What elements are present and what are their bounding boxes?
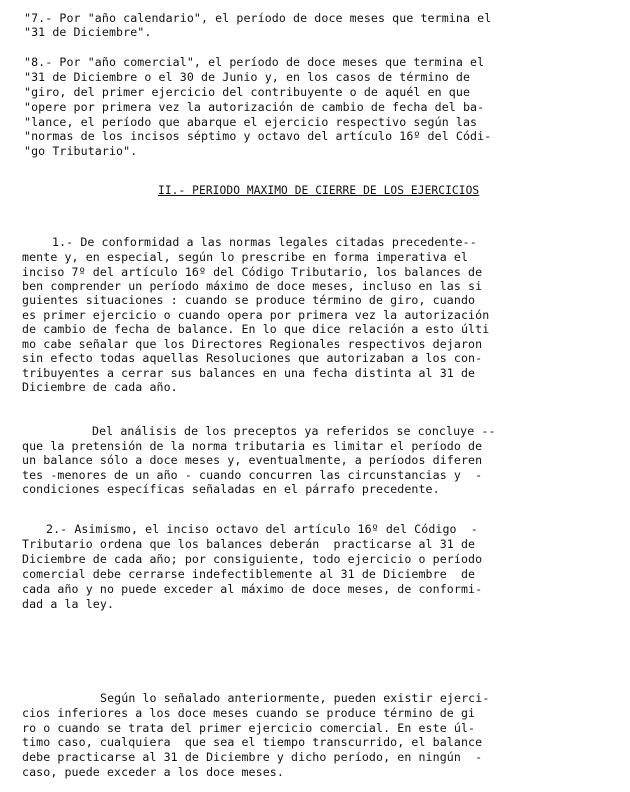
para3-line-6: dad a la ley. [22,597,115,611]
section-heading: II.- PERIODO MAXIMO DE CIERRE DE LOS EJERCICIOS [158,184,480,197]
para2-line-3: un balance sólo a doce meses y, eventualmente, a períodos diferen [22,453,483,467]
item7-line-1: "7.- Por "año calendario", el período de doce meses que termina el [24,11,492,25]
item8-line-2: "31 de Diciembre o el 30 de Junio y, en los casos de término de [24,70,471,84]
para1-line-5: guientes situaciones : cuando se produce término de giro, cuando [22,293,476,307]
item8-line-7: "go Tributario". [24,144,138,158]
para2-line-5: condiciones específicas señaladas en el párrafo precedente. [22,482,440,496]
item8-line-1: "8.- Por "año comercial", el período de doce meses que termina el [24,55,485,69]
para1-line-6: es primer ejercicio o cuando opera por primera vez la autorización [22,308,490,322]
para1-line-1: 1.- De conformidad a las normas legales citadas precedente-- [52,235,477,249]
para1-line-3: inciso 7º del artículo 16º del Código Tributario, los balances de [22,265,483,279]
para1-line-7: de cambio de fecha de balance. En lo que dice relación a esto últi [22,322,490,336]
para1-line-11: Diciembre de cada año. [22,380,178,394]
para1-line-4: ben comprender un período máximo de doce meses, incluso en las si [22,279,483,293]
item8-line-5: "lance, el período que abarque el ejercicio respectivo según las [24,115,478,129]
para2-line-1: Del análisis de los preceptos ya referidos se concluye -- [92,424,496,438]
para4-line-2: cios inferiores a los doce meses cuando se produce término de gi [22,706,476,720]
item8-line-4: "opere por primera vez la autorización de cambio de fecha del ba- [24,100,485,114]
para4-line-4: timo caso, cualquiera que sea el tiempo transcurrido, el balance [22,735,483,749]
para4-line-5: debe practicarse al 31 de Diciembre y dicho período, en ningún - [22,750,483,764]
para2-line-4: tes -menores de un año - cuando concurren las circunstancias y - [22,468,483,482]
para2-line-2: que la pretensión de la norma tributaria es limitar el período de [22,439,483,453]
para1-line-10: tribuyentes a cerrar sus balances en una fecha distinta al 31 de [22,366,476,380]
para4-line-3: ro o cuando se trata del primer ejercicio comercial. En este úl- [22,721,476,735]
para1-line-8: mo cabe señalar que los Directores Regionales respectivos dejaron [22,337,483,351]
item8-line-6: "normas de los incisos séptimo y octavo del artículo 16º del Códi- [24,129,492,143]
para4-line-1: Según lo señalado anteriormente, pueden existir ejerci- [100,691,490,705]
item8-line-3: "giro, del primer ejercicio del contribuyente o de aquél en que [24,85,471,99]
para3-line-4: comercial debe cerrarse indefectiblemente al 31 de Diciembre de [22,567,476,581]
para1-line-2: mente y, en especial, según lo prescribe en forma imperativa el [22,250,469,264]
para4-line-6: caso, puede exceder a los doce meses. [22,765,284,779]
para3-line-3: Diciembre de cada año; por consiguiente, todo ejercicio o período [22,552,483,566]
para3-line-2: Tributario ordena que los balances deberán practicarse al 31 de [22,537,476,551]
para3-line-5: cada año y no puede exceder al máximo de doce meses, de conformi- [22,582,483,596]
para1-line-9: sin efecto todas aquellas Resoluciones que autorizaban a los con- [22,351,483,365]
item7-line-2: "31 de Diciembre". [24,25,152,39]
para3-line-1: 2.- Asimismo, el inciso octavo del artículo 16º del Código - [46,522,478,536]
